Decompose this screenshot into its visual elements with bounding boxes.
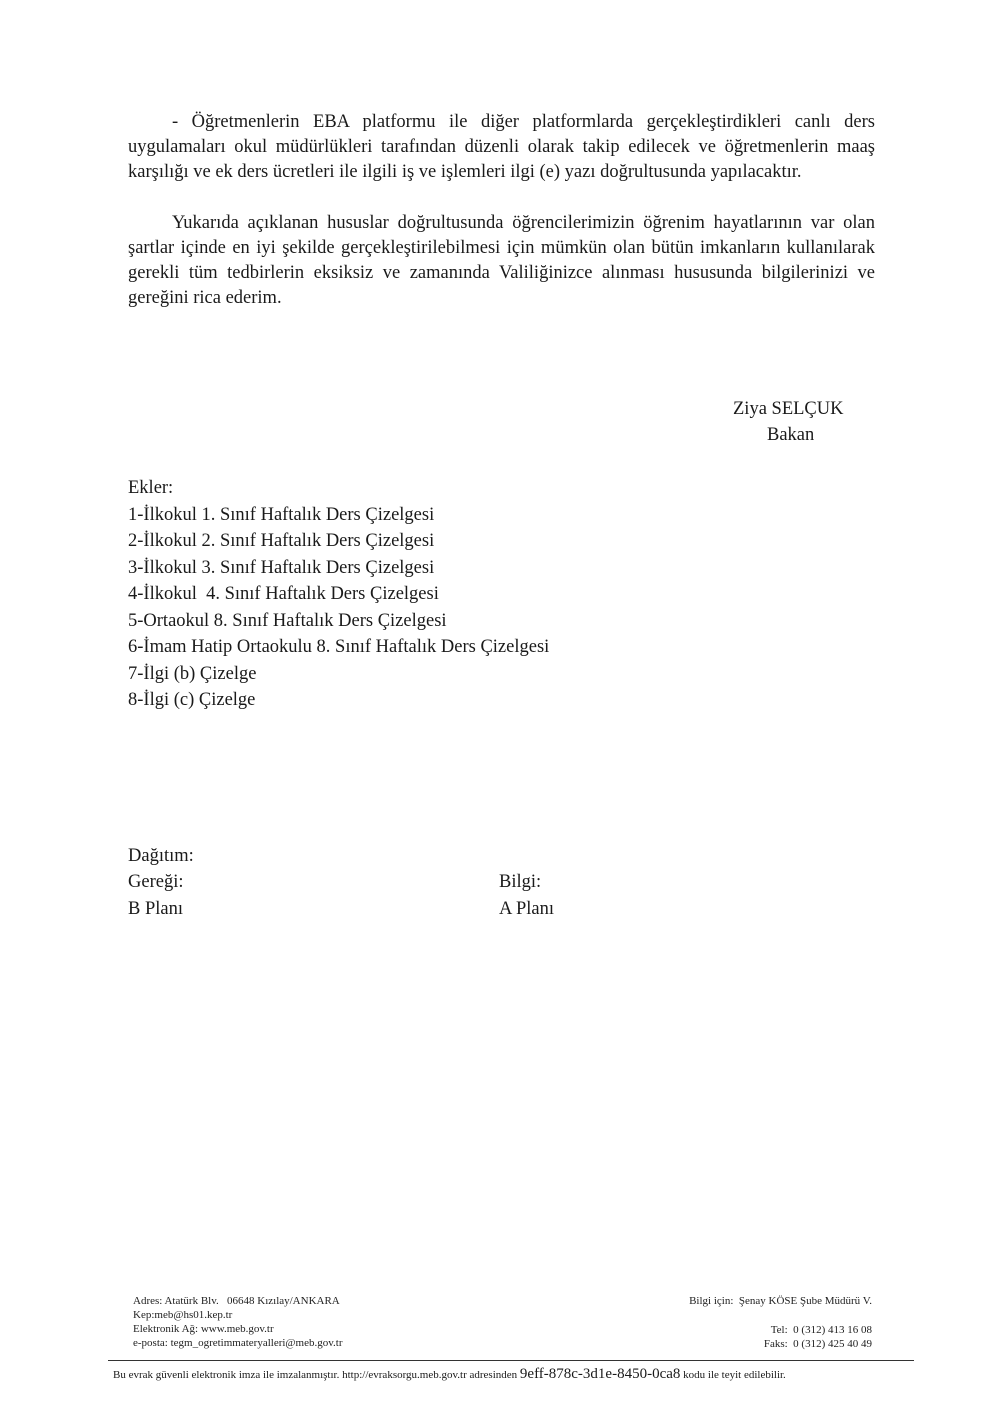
distribution-action-value: B Planı [128,899,183,919]
body-paragraph-2: Yukarıda açıklanan hususlar doğrultusunda öğrencilerimizin öğrenim hayatlarının var olan şartlar içinde en iyi şekilde gerçekleştirilebilmesi için mümkün olan bütün imkanların kullanılarak gerekli tüm tedbirlerin eksiksiz ve zamanında Valiliğinizce alınması hususunda bilgilerinizi ve gereğini rica ederim. [128,213,875,308]
footer-divider [108,1360,914,1361]
attachment-item: 7-İlgi (b) Çizelge [128,663,257,684]
footer-address: Adres: Atatürk Blv. 06648 Kızılay/ANKARA [133,1295,340,1307]
footer-contact-person: Bilgi için: Şenay KÖSE Şube Müdürü V. [689,1295,872,1307]
footer-web: Elektronik Ağ: www.meb.gov.tr [133,1323,274,1335]
signatory-name: Ziya SELÇUK [733,399,844,419]
attachment-item: 8-İlgi (c) Çizelge [128,690,256,710]
footer-kep: Kep:meb@hs01.kep.tr [133,1309,233,1321]
attachments-list [128,475,549,714]
distribution-info-value: A Planı [499,899,554,919]
footer-contact-block [133,1294,343,1350]
footer-tel: Tel: 0 (312) 413 16 08 [770,1324,872,1336]
attachment-item: 6-İmam Hatip Ortaokulu 8. Sınıf Haftalık Ders Çizelgesi [128,637,550,657]
verification-prefix: Bu evrak güvenli elektronik imza ile imzalanmıştır. http://evraksorgu.meb.gov.tr adresinden [113,1369,518,1381]
footer-fax: Faks: 0 (312) 425 40 49 [763,1338,872,1350]
attachment-item: 3-İlkokul 3. Sınıf Haftalık Ders Çizelgesi [128,557,435,578]
footer-phone-block [764,1323,872,1351]
attachments-heading: Ekler: [128,478,174,498]
distribution-info-label: Bilgi: [499,872,542,892]
attachment-item: 2-İlkokul 2. Sınıf Haftalık Ders Çizelgesi [128,531,435,551]
distribution-action-label: Gereği: [128,872,184,892]
verification-code: 9eff-878c-3d1e-8450-0ca8 [519,1366,681,1382]
attachment-item: 4-İlkokul 4. Sınıf Haftalık Ders Çizelgesi [128,584,439,604]
verification-line [113,1365,786,1384]
attachment-item: 1-İlkokul 1. Sınıf Haftalık Ders Çizelgesi [128,504,435,525]
distribution-heading: Dağıtım: [128,846,194,866]
verification-suffix: kodu ile teyit edilebilir. [683,1369,786,1381]
footer-email: e-posta: tegm_ogretimmateryalleri@meb.gov.tr [133,1337,343,1349]
signatory-title: Bakan [767,425,815,445]
body-paragraph-1: - Öğretmenlerin EBA platformu ile diğer platformlarda gerçekleştirdikleri canlı ders uygulamaları okul müdürlükleri tarafından düzenli olarak takip edilecek ve öğretmenlerin maaş karşılığı ve ek ders ücretleri ile ilgili iş ve işlemleri ilgi (e) yazı doğrultusunda yapılacaktır. [128,112,875,182]
attachment-item: 5-Ortaokul 8. Sınıf Haftalık Ders Çizelgesi [128,610,447,631]
